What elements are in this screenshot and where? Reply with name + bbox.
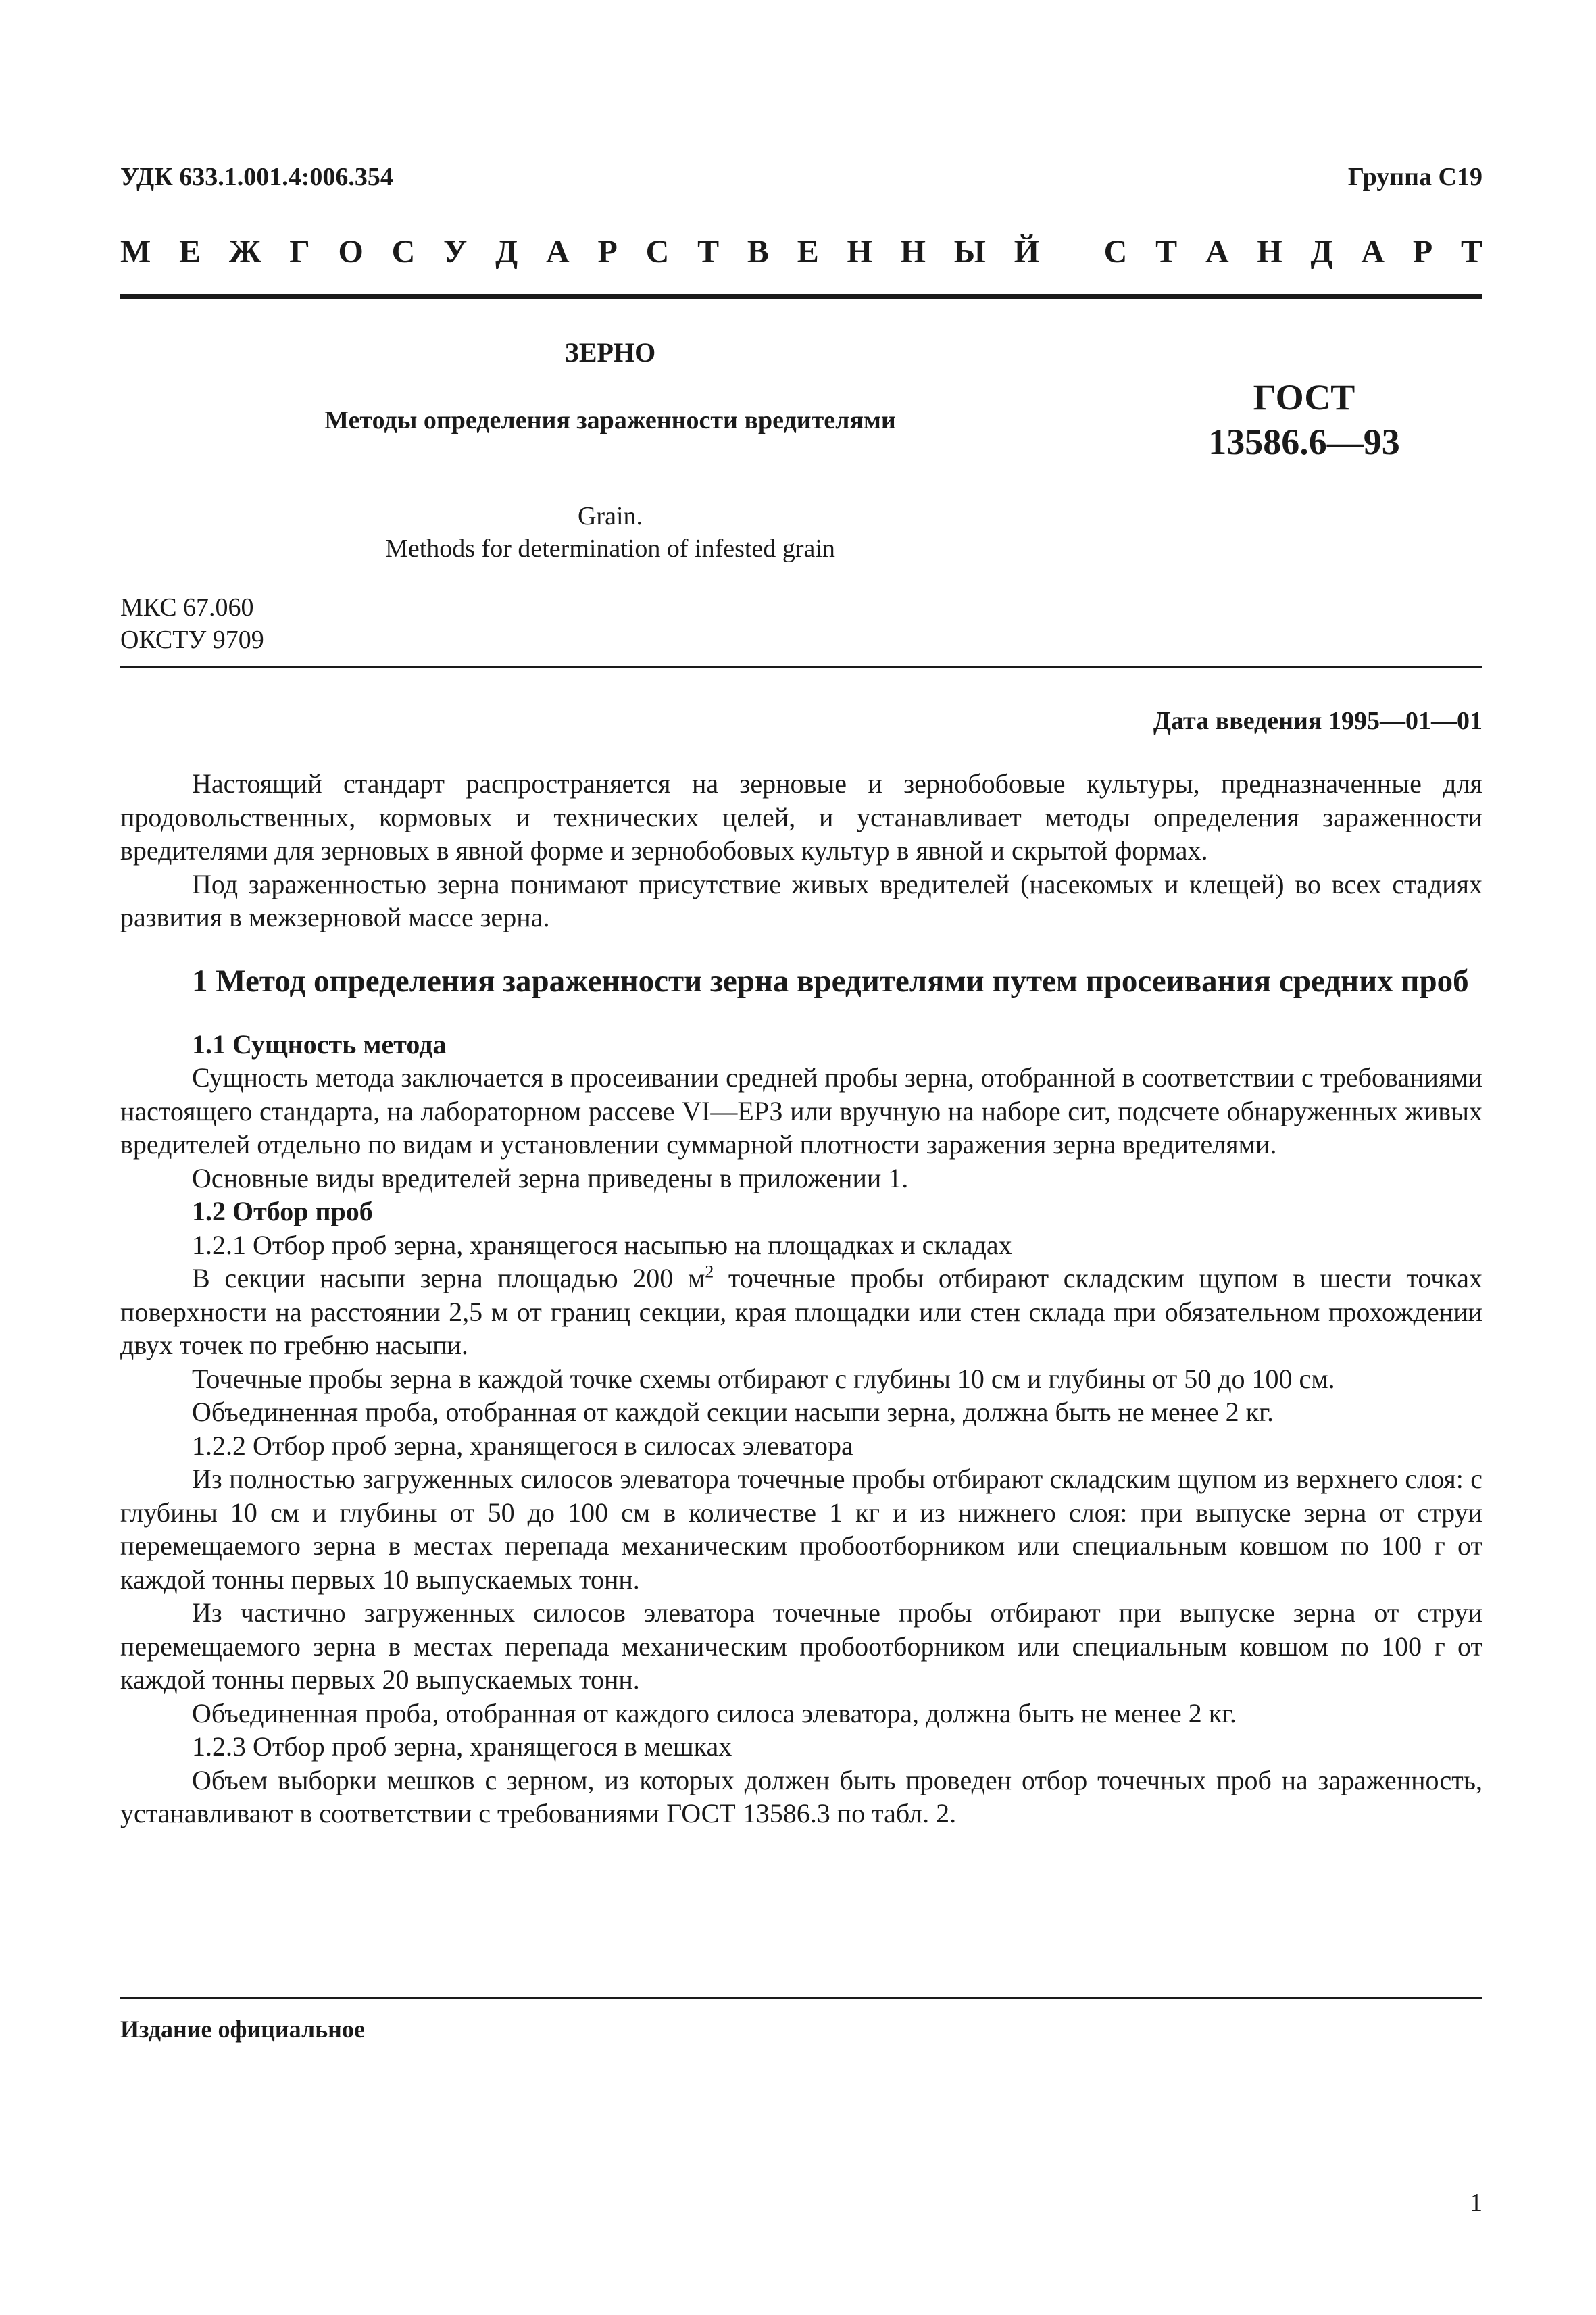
- document-body: [120, 767, 1482, 1831]
- heading-gap: [1068, 233, 1076, 270]
- heading-letter: Н: [1257, 234, 1282, 270]
- subsection-heading: 1.2 Отбор проб: [192, 1196, 373, 1226]
- heading-letter: С: [391, 234, 416, 270]
- paragraph: Из полностью загруженных силосов элеватора точечные пробы отбирают складским щупом из верхнего слоя: с глубины 10 см и глубины от 50 до 100 см в количестве 1 кг и из нижнего слоя: при выпуске зерна от струи перемещаемого зерна в местах перепада механическим пробоотборником или специальным ковшом по 100 г от каждой тонны первых 10 выпускаемых тонн.: [120, 1464, 1482, 1595]
- subsection-heading: 1.1 Сущность метода: [192, 1028, 447, 1060]
- section-heading: 1 Метод определения зараженности зерна вредителями путем просеивания средних проб: [192, 963, 1469, 999]
- codes-divider: [120, 666, 1482, 668]
- paragraph: Под зараженностью зерна понимают присутствие живых вредителей (насекомых и клещей) во всех стадиях развития в межзерновой массе зерна.: [120, 868, 1482, 932]
- heading-letter: С: [645, 234, 670, 270]
- paragraph: Точечные пробы зерна в каждой точке схемы отбирают с глубины 10 см и глубины от 50 до 100 см.: [192, 1363, 1335, 1394]
- introduction-date: Дата введения 1995—01—01: [1153, 707, 1482, 735]
- paragraph: Настоящий стандарт распространяется на зерновые и зернобобовые культуры, предназначенные для продовольственных, кормовых и технических целей, и устанавливает методы определения зараженности вредителями для зерновых в явной форме и зернобобовых культур в явной и скрытой формах.: [120, 768, 1482, 866]
- classification-codes: [120, 591, 264, 656]
- document-subtitle: Методы определения зараженности вредителями: [324, 406, 896, 434]
- heading-letter: Д: [1310, 234, 1333, 270]
- heading-letter: С: [1103, 234, 1128, 270]
- heading-letter: А: [546, 234, 570, 270]
- text-run: точечные пробы отбирают складским щупом в шести точках поверхности на расстоянии 2,5 м от границ секции, края площадки или стен склада при обязательном прохождении двух точек по гребню насыпи.: [120, 1263, 1482, 1360]
- paragraph: [120, 1262, 1482, 1362]
- heading-letter: Н: [847, 234, 872, 270]
- clause-heading: 1.2.1 Отбор проб зерна, хранящегося насыпью на площадках и складах: [192, 1229, 1012, 1260]
- paragraph: Объем выборки мешков с зерном, из которых должен быть проведен отбор точечных проб на зараженность, устанавливают в соответствии с требованиями ГОСТ 13586.3 по табл. 2.: [120, 1764, 1482, 1828]
- heading-letter: Т: [1460, 234, 1482, 270]
- clause-heading: 1.2.3 Отбор проб зерна, хранящегося в мешках: [192, 1731, 732, 1762]
- heading-letter: Ы: [953, 234, 986, 270]
- english-title: [120, 500, 1100, 565]
- document-title: ЗЕРНО: [564, 337, 656, 368]
- heading-letter: Й: [1014, 234, 1040, 270]
- heading-letter: Т: [697, 234, 720, 270]
- heading-letter: Р: [597, 234, 618, 270]
- paragraph: Основные виды вредителей зерна приведены в приложении 1.: [192, 1162, 909, 1193]
- heading-letter: Ж: [228, 234, 261, 270]
- udk-code: УДК 633.1.001.4:006.354: [120, 163, 393, 191]
- group-code: Группа С19: [1347, 163, 1482, 191]
- heading-letter: Д: [495, 234, 518, 270]
- gost-number: [1128, 375, 1480, 464]
- paragraph: Объединенная проба, отобранная от каждой секции насыпи зерна, должна быть не менее 2 кг.: [192, 1397, 1274, 1427]
- heading-letter: Н: [900, 234, 926, 270]
- heading-letter: О: [338, 234, 364, 270]
- heading-letter: Р: [1412, 234, 1433, 270]
- mks-code: МКС 67.060: [120, 593, 254, 622]
- clause-heading: 1.2.2 Отбор проб зерна, хранящегося в силосах элеватора: [192, 1430, 853, 1461]
- paragraph: Из частично загруженных силосов элеватора точечные пробы отбирают при выпуске зерна от струи перемещаемого зерна в местах перепада механическим пробоотборником или специальным ковшом по 100 г от каждой тонны первых 20 выпускаемых тонн.: [120, 1597, 1482, 1695]
- text-run: В секции насыпи зерна площадью 200 м: [192, 1263, 705, 1293]
- english-title-line: Methods for determination of infested grain: [385, 534, 835, 563]
- heading-letter: Г: [289, 234, 310, 270]
- footer-divider: [120, 1997, 1482, 1999]
- paragraph: Объединенная проба, отобранная от каждого силоса элеватора, должна быть не менее 2 кг.: [192, 1697, 1237, 1728]
- paragraph: Сущность метода заключается в просеивании средней пробы зерна, отобранной в соответствии с требованиями настоящего стандарта, на лабораторном рассеве VI—ЕРЗ или вручную на наборе сит, подсчете обнаруженных живых вредителей отдельно по видам и установлении суммарной плотности заражения зерна вредителями.: [120, 1062, 1482, 1160]
- header-divider: [120, 294, 1482, 299]
- edition-label: Издание официальное: [120, 2016, 365, 2043]
- gost-label: ГОСТ: [1253, 377, 1355, 418]
- heading-letter: М: [120, 234, 151, 270]
- superscript: 2: [705, 1262, 714, 1282]
- heading-letter: У: [443, 234, 468, 270]
- english-title-line: Grain.: [577, 502, 643, 530]
- heading-letter: А: [1205, 234, 1229, 270]
- page-number: 1: [1470, 2189, 1482, 2217]
- heading-letter: Т: [1155, 234, 1178, 270]
- heading-letter: Е: [797, 234, 819, 270]
- interstate-standard-heading: [120, 233, 1482, 270]
- okstu-code: ОКСТУ 9709: [120, 626, 264, 654]
- gost-code: 13586.6—93: [1208, 422, 1400, 462]
- heading-letter: Е: [179, 234, 201, 270]
- heading-letter: А: [1361, 234, 1385, 270]
- heading-letter: В: [747, 234, 769, 270]
